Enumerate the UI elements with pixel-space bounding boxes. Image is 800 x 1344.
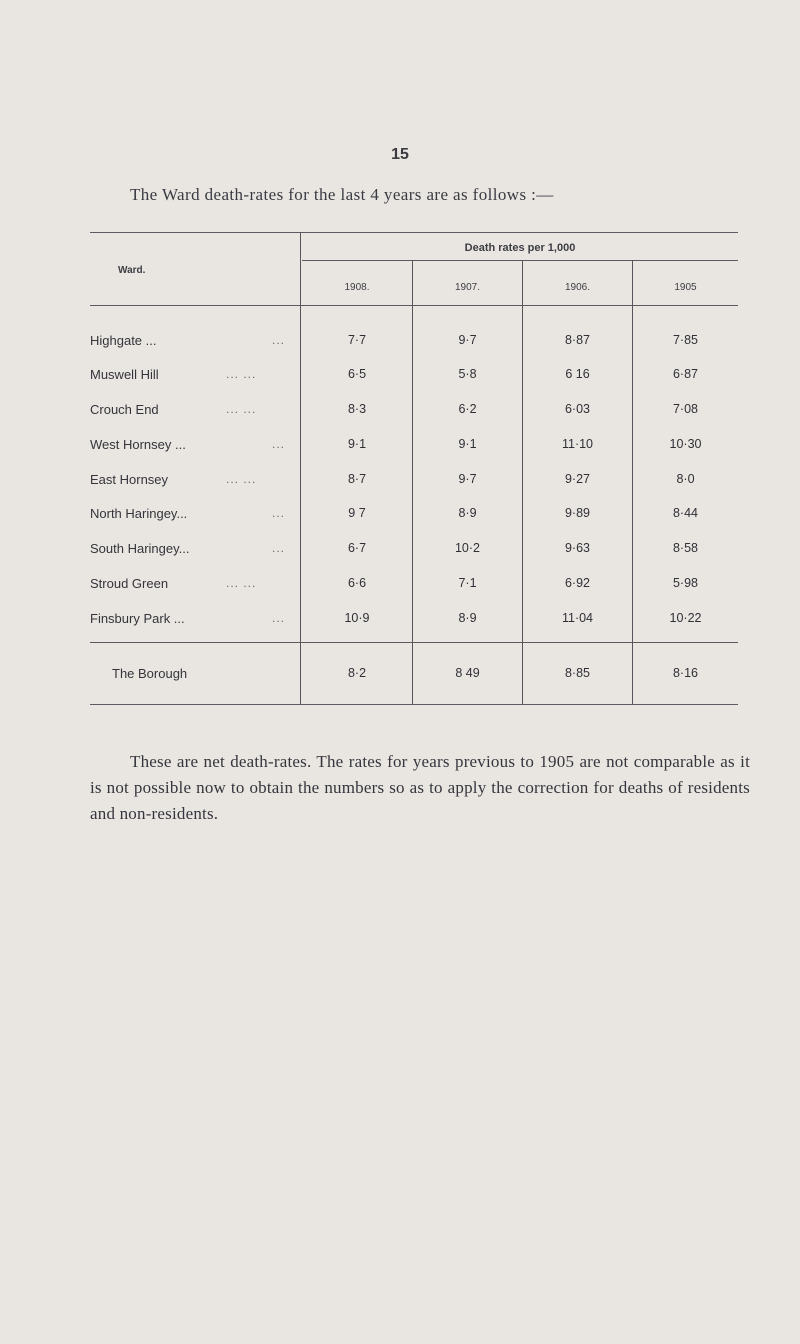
leader-dots: ... ... bbox=[226, 472, 257, 486]
rate-1907: 8·9 bbox=[458, 611, 477, 625]
ward-column-header: Ward. bbox=[118, 265, 146, 276]
intro-text: The Ward death-rates for the last 4 years are as follows :— bbox=[130, 185, 554, 204]
rate-1906: 9·27 bbox=[564, 472, 591, 486]
leader-dots: ... bbox=[272, 541, 286, 555]
rate-1908: 6·7 bbox=[347, 541, 367, 555]
ward-name: Finsbury Park ... bbox=[90, 611, 185, 626]
rate-1907: 10·2 bbox=[454, 541, 481, 555]
death-rates-group-header: Death rates per 1,000 bbox=[464, 242, 576, 254]
borough-rate-1905: 8·16 bbox=[672, 666, 699, 680]
leader-dots: ... ... bbox=[226, 576, 257, 590]
rate-1905: 8·44 bbox=[672, 506, 699, 520]
rate-1908: 10·9 bbox=[344, 611, 370, 625]
rate-1905: 7·85 bbox=[672, 333, 699, 347]
year-header-1908: 1908. bbox=[344, 282, 370, 293]
rate-1905: 6·87 bbox=[672, 367, 699, 381]
death-rates-table bbox=[90, 232, 738, 704]
ward-name: East Hornsey bbox=[90, 472, 169, 487]
year-header-1907: 1907. bbox=[454, 282, 481, 293]
rate-1906: 8·87 bbox=[564, 333, 591, 347]
borough-rate-1906: 8·85 bbox=[564, 666, 591, 680]
leader-dots: ... bbox=[272, 437, 286, 451]
year-header-rule bbox=[302, 260, 738, 261]
rate-1906: 6·92 bbox=[564, 576, 591, 590]
rate-1905: 8·0 bbox=[676, 472, 695, 486]
borough-label: The Borough bbox=[112, 666, 188, 681]
rate-1908: 8·7 bbox=[347, 472, 367, 486]
year-header-1905: 1905 bbox=[674, 282, 697, 293]
rate-1905: 7·08 bbox=[672, 402, 699, 416]
rate-1908: 9·1 bbox=[347, 437, 367, 451]
rate-1906: 9·63 bbox=[564, 541, 591, 555]
rate-1906: 11·10 bbox=[561, 437, 594, 451]
column-rule-1 bbox=[300, 232, 301, 704]
ward-name: Crouch End bbox=[90, 402, 159, 417]
rate-1908: 7·7 bbox=[347, 333, 367, 347]
table-bottom-rule bbox=[90, 704, 738, 705]
rate-1905: 10·30 bbox=[669, 437, 702, 451]
rate-1906: 9·89 bbox=[564, 506, 591, 520]
rate-1907: 9·7 bbox=[458, 472, 477, 486]
page-number: 15 bbox=[391, 146, 409, 163]
rate-1907: 9·7 bbox=[458, 333, 477, 347]
year-header-1906: 1906. bbox=[564, 282, 591, 293]
rate-1908: 9 7 bbox=[348, 506, 366, 520]
borough-rate-1907: 8 49 bbox=[455, 666, 480, 680]
rate-1908: 6·6 bbox=[347, 576, 367, 590]
rate-1907: 6·2 bbox=[458, 402, 477, 416]
leader-dots: ... ... bbox=[226, 367, 257, 381]
rate-1908: 8·3 bbox=[347, 402, 367, 416]
rate-1907: 8·9 bbox=[458, 506, 477, 520]
borough-rate-1908: 8·2 bbox=[347, 666, 367, 680]
rate-1906: 6 16 bbox=[565, 367, 590, 381]
header-bottom-rule bbox=[90, 305, 738, 306]
rate-1905: 5·98 bbox=[672, 576, 699, 590]
ward-name: South Haringey... bbox=[90, 541, 190, 556]
leader-dots: ... ... bbox=[226, 402, 257, 416]
ward-name: Highgate ... bbox=[90, 333, 157, 348]
rate-1905: 8·58 bbox=[672, 541, 699, 555]
ward-name: West Hornsey ... bbox=[90, 437, 186, 452]
closing-paragraph: These are net death-rates. The rates for years previous to 1905 are not comparable as it is not possible now to obtain the numbers so as to apply the correction for deaths of residents and non-residents. bbox=[90, 752, 750, 823]
rate-1907: 5·8 bbox=[458, 367, 477, 381]
table-top-rule bbox=[90, 232, 738, 233]
ward-name: Stroud Green bbox=[90, 576, 169, 591]
rate-1906: 11·04 bbox=[561, 611, 594, 625]
rate-1908: 6·5 bbox=[347, 367, 367, 381]
rate-1906: 6·03 bbox=[564, 402, 591, 416]
leader-dots: ... bbox=[272, 333, 286, 347]
borough-top-rule bbox=[90, 642, 738, 643]
leader-dots: ... bbox=[272, 506, 286, 520]
rate-1905: 10·22 bbox=[669, 611, 702, 625]
rate-1907: 9·1 bbox=[458, 437, 477, 451]
ward-name: North Haringey... bbox=[90, 506, 188, 521]
leader-dots: ... bbox=[272, 611, 286, 625]
ward-name: Muswell Hill bbox=[90, 367, 159, 382]
rate-1907: 7·1 bbox=[458, 576, 477, 590]
